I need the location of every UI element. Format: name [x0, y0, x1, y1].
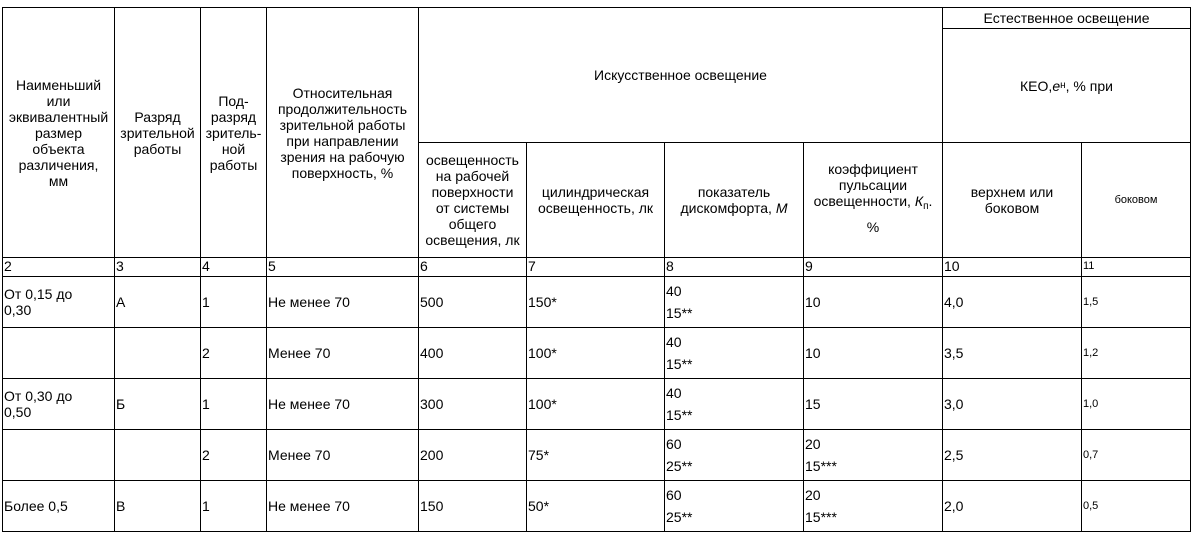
- cell-subgrade: 1: [201, 277, 267, 328]
- header-cylindrical-illuminance: цилиндрическая освещенность, лк: [527, 143, 665, 258]
- cell-duration: Менее 70: [267, 430, 419, 481]
- header-pulsation-coefficient: коэффициент пульсации освещенности, $К_п$. %: [804, 143, 943, 258]
- cell-illuminance: 300: [419, 379, 527, 430]
- keo-label: КЕО, e н , % при: [1020, 77, 1113, 94]
- header-row-1: [3, 8, 1191, 143]
- column-number: 8: [665, 258, 804, 277]
- cell-cylindrical: 75*: [527, 430, 665, 481]
- cell-illuminance: 400: [419, 328, 527, 379]
- cell-pulsation: 15: [804, 379, 943, 430]
- column-number: 11: [1082, 258, 1191, 277]
- cell-pulsation: 20 15***: [804, 430, 943, 481]
- cell-illuminance: 200: [419, 430, 527, 481]
- cell-keo-top: 3,5: [943, 328, 1082, 379]
- cell-illuminance: 150: [419, 481, 527, 532]
- cell-cylindrical: 150*: [527, 277, 665, 328]
- cell-duration: Не менее 70: [267, 277, 419, 328]
- cell-keo-top: 3,0: [943, 379, 1082, 430]
- table-row: [3, 379, 1191, 430]
- cell-grade: А: [115, 277, 201, 328]
- cell-cylindrical: 100*: [527, 328, 665, 379]
- table-row: [3, 277, 1191, 328]
- cell-discomfort: 40 15**: [665, 328, 804, 379]
- cell-discomfort: 40 15**: [665, 379, 804, 430]
- cell-discomfort: 40 15**: [665, 277, 804, 328]
- column-number: 6: [419, 258, 527, 277]
- header-visual-grade: Разряд зрительной работы: [115, 8, 201, 258]
- column-number: 5: [267, 258, 419, 277]
- cell-keo-top: 4,0: [943, 277, 1082, 328]
- column-numbers-row: [3, 258, 1191, 277]
- cell-pulsation: 10: [804, 277, 943, 328]
- cell-object-size: От 0,15 до 0,30: [3, 277, 115, 328]
- column-number: 10: [943, 258, 1082, 277]
- cell-keo-side: 0,7: [1082, 430, 1191, 481]
- column-number: 9: [804, 258, 943, 277]
- natural-lighting-title: Естественное освещение: [943, 8, 1190, 29]
- cell-subgrade: 1: [201, 481, 267, 532]
- cell-grade: В: [115, 481, 201, 532]
- cell-grade: [115, 328, 201, 379]
- cell-discomfort: 60 25**: [665, 430, 804, 481]
- cell-object-size: От 0,30 до 0,50: [3, 379, 115, 430]
- cell-pulsation: 10: [804, 328, 943, 379]
- cell-subgrade: 2: [201, 430, 267, 481]
- cell-duration: Менее 70: [267, 328, 419, 379]
- cell-object-size: Более 0,5: [3, 481, 115, 532]
- cell-grade: Б: [115, 379, 201, 430]
- header-natural-lighting: [943, 8, 1191, 143]
- cell-cylindrical: 50*: [527, 481, 665, 532]
- column-number: 4: [201, 258, 267, 277]
- cell-keo-side: 1,0: [1082, 379, 1191, 430]
- illumination-norms-table: [2, 7, 1191, 532]
- cell-keo-side: 1,2: [1082, 328, 1191, 379]
- header-object-size: Наименьший или эквивалентный размер объекта различения, мм: [3, 8, 115, 258]
- table-row: [3, 328, 1191, 379]
- cell-duration: Не менее 70: [267, 481, 419, 532]
- cell-subgrade: 1: [201, 379, 267, 430]
- header-relative-duration: Относительная продолжительность зрительной работы при направлении зрения на рабочую поверхность, %: [267, 8, 419, 258]
- table-row: [3, 481, 1191, 532]
- cell-keo-top: 2,5: [943, 430, 1082, 481]
- cell-discomfort: 60 25**: [665, 481, 804, 532]
- header-side: боковом: [1082, 143, 1191, 258]
- header-artificial-lighting: Искусственное освещение: [419, 8, 943, 143]
- cell-object-size: [3, 328, 115, 379]
- header-illuminance: освещенность на рабочей поверхности от системы общего освещения, лк: [419, 143, 527, 258]
- cell-grade: [115, 430, 201, 481]
- column-number: 3: [115, 258, 201, 277]
- header-top-or-side: верхнем или боковом: [943, 143, 1082, 258]
- header-discomfort-index: показатель дискомфорта, М: [665, 143, 804, 258]
- table-row: [3, 430, 1191, 481]
- cell-object-size: [3, 430, 115, 481]
- header-subgrade: Под- разряд зритель- ной работы: [201, 8, 267, 258]
- cell-keo-side: 1,5: [1082, 277, 1191, 328]
- cell-pulsation: 20 15***: [804, 481, 943, 532]
- cell-keo-side: 0,5: [1082, 481, 1191, 532]
- cell-illuminance: 500: [419, 277, 527, 328]
- cell-cylindrical: 100*: [527, 379, 665, 430]
- cell-subgrade: 2: [201, 328, 267, 379]
- column-number: 2: [3, 258, 115, 277]
- column-number: 7: [527, 258, 665, 277]
- cell-keo-top: 2,0: [943, 481, 1082, 532]
- cell-duration: Не менее 70: [267, 379, 419, 430]
